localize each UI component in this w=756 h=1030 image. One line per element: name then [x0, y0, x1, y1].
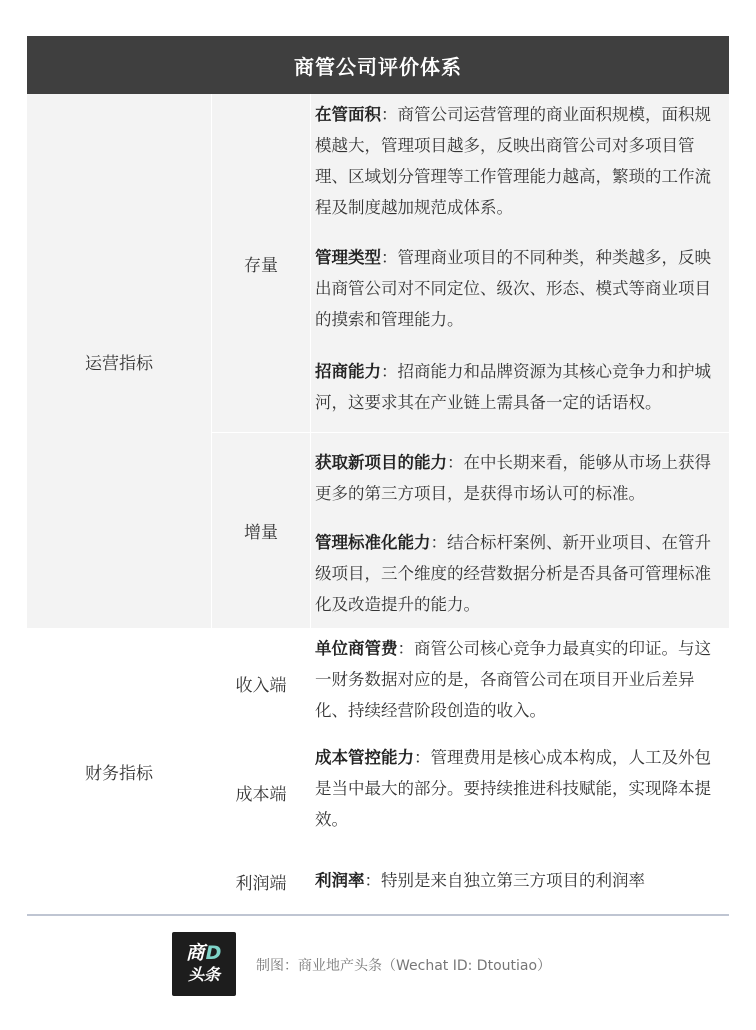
- subcategory-profit-label: 利润端: [235, 873, 287, 894]
- indicator-standardization-capability: [315, 527, 725, 620]
- term-separator: ：: [447, 453, 464, 472]
- indicator-cost-control: [315, 742, 725, 835]
- indicator-term: 成本管控能力: [315, 748, 414, 767]
- table-title: 商管公司评价体系: [27, 36, 729, 94]
- indicator-description: 特别是来自独立第三方项目的利润率: [381, 871, 645, 890]
- indicator-term: 单位商管费: [315, 639, 398, 658]
- indicator-managed-area: [315, 99, 725, 223]
- term-separator: ：: [397, 639, 414, 658]
- section-financial: [27, 628, 729, 916]
- indicator-term: 获取新项目的能力: [315, 453, 447, 472]
- indicator-new-project-capability: [315, 447, 725, 509]
- subcategory-increment-label: 增量: [244, 523, 278, 543]
- logo-text-accent: D: [205, 942, 223, 964]
- indicator-description: 招商能力和品牌资源为其核心竞争力和护城河，这要求其在产业链上需具备一定的话语权。: [315, 362, 711, 412]
- category-operations-label: 运营指标: [85, 353, 153, 374]
- indicator-description: 商管公司运营管理的商业面积规模，面积规模越大，管理项目越多，反映出商管公司对多项目管理、区域划分管理等工作管理能力越高，繁琐的工作流程及制度越加规范成体系。: [315, 105, 711, 217]
- indicator-term: 管理类型: [315, 248, 381, 267]
- category-financial-label: 财务指标: [85, 763, 153, 784]
- brand-logo: [172, 932, 236, 996]
- subcategory-stock-label: 存量: [244, 255, 278, 276]
- term-separator: ：: [430, 533, 447, 552]
- indicator-term: 招商能力: [315, 362, 381, 381]
- section-operations: [27, 94, 729, 628]
- indicator-term: 在管面积: [315, 105, 381, 124]
- indicator-term: 利润率: [315, 871, 365, 890]
- chart-credit: 制图：商业地产头条（Wechat ID: Dtoutiao）: [256, 958, 552, 974]
- term-separator: ：: [364, 871, 381, 890]
- subcategory-revenue-label: 收入端: [235, 675, 287, 696]
- logo-text-bottom: 头条: [187, 965, 220, 984]
- term-separator: ：: [381, 248, 398, 267]
- subcategory-cost-label: 成本端: [235, 784, 287, 805]
- logo-text-top: 商: [185, 942, 206, 964]
- indicator-description: 管理费用是核心成本构成，人工及外包是当中最大的部分。要持续推进科技赋能，实现降本提效。: [315, 748, 711, 829]
- term-separator: ：: [381, 362, 398, 381]
- indicator-leasing-capability: [315, 356, 725, 418]
- indicator-description: 在中长期来看，能够从市场上获得更多的第三方项目，是获得市场认可的标准。: [315, 453, 711, 503]
- column-divider: [310, 94, 311, 628]
- indicator-description: 商管公司核心竞争力最真实的印证。与这一财务数据对应的是，各商管公司在项目开业后差异化、持续经营阶段创造的收入。: [315, 639, 711, 720]
- indicator-description: 结合标杆案例、新开业项目、在管升级项目，三个维度的经营数据分析是否具备可管理标准化及改造提升的能力。: [315, 533, 711, 614]
- indicator-description: 管理商业项目的不同种类，种类越多，反映出商管公司对不同定位、级次、形态、模式等商业项目的摸索和管理能力。: [315, 248, 711, 329]
- indicator-term: 管理标准化能力: [315, 533, 431, 552]
- indicator-profit-margin: [315, 865, 725, 896]
- indicator-management-type: [315, 242, 725, 335]
- term-separator: ：: [381, 105, 398, 124]
- term-separator: ：: [414, 748, 431, 767]
- indicator-unit-management-fee: [315, 633, 725, 726]
